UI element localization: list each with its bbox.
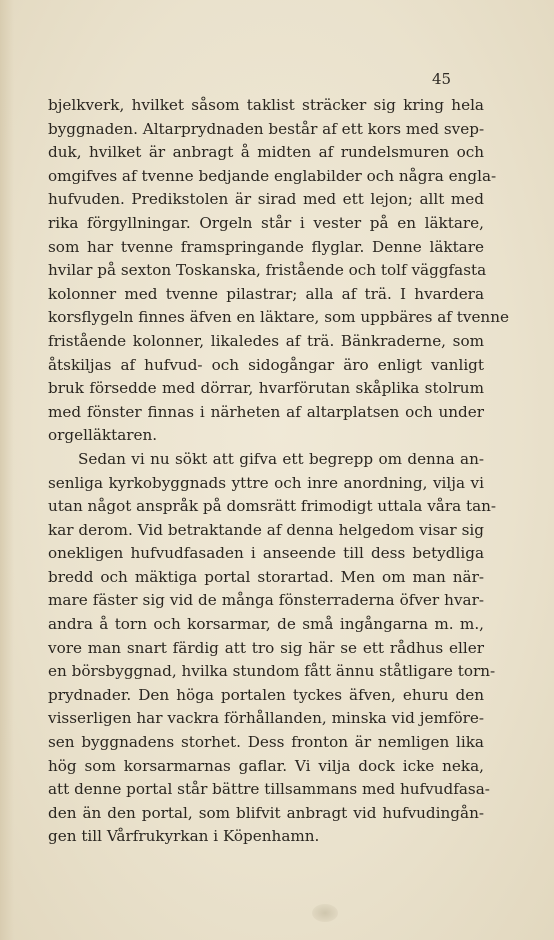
text-line: mare fäster sig vid de många fönsterraderna öfver hvar- (48, 591, 484, 610)
text-line: som har tvenne framspringande flyglar. Denne läktare (48, 237, 484, 256)
text-line: bjelkverk, hvilket såsom taklist sträcker sig kring hela (48, 96, 484, 114)
text-line: bredd och mäktiga portal storartad. Men om man när- (48, 567, 484, 586)
text-line: åtskiljas af hufvud- och sidogångar äro enligt vanligt (48, 355, 484, 374)
text-line: rika förgyllningar. Orgeln står i vester på en läktare, (48, 213, 484, 232)
text-line: senliga kyrkobyggnads yttre och inre anordning, vilja vi (48, 473, 484, 492)
text-line: byggnaden. Altarprydnaden består af ett kors med svep- (48, 119, 485, 138)
page-gutter-shadow (0, 0, 14, 940)
text-line: kolonner med tvenne pilastrar; alla af trä. I hvardera (48, 284, 484, 303)
text-line: kar derom. Vid betraktande af denna helgedom visar sig (48, 520, 484, 539)
text-line: onekligen hufvudfasaden i anseende till dess betydliga (48, 544, 484, 563)
paper-stain (312, 904, 338, 922)
text-line: hvilar på sexton Toskanska, fristående och tolf väggfasta (48, 261, 487, 280)
text-line: prydnader. Den höga portalen tyckes äfven, ehuru den (48, 685, 484, 704)
text-line: hufvuden. Predikstolen är sirad med ett lejon; allt med (48, 190, 484, 209)
text-line: omgifves af tvenne bedjande englabilder och några engla- (48, 166, 497, 185)
text-line-paragraph-start: Sedan vi nu sökt att gifva ett begrepp om denna an- (78, 449, 484, 468)
text-line: utan något anspråk på domsrätt frimodigt uttala våra tan- (48, 497, 497, 516)
text-line: duk, hvilket är anbragt å midten af rundelsmuren och (48, 143, 484, 162)
text-line: visserligen har vackra förhållanden, minska vid jemföre- (48, 709, 484, 728)
body-text (48, 94, 509, 849)
text-line: att denne portal står bättre tillsammans med hufvudfasa- (48, 780, 490, 799)
text-line: vore man snart färdig att tro sig här se ett rådhus eller (48, 638, 484, 657)
text-line-paragraph-end: gen till Vårfrukyrkan i Köpenhamn. (48, 827, 320, 846)
text-line: med fönster finnas i närheten af altarplatsen och under (48, 402, 484, 421)
text-line: sen byggnadens storhet. Dess fronton är nemligen lika (48, 733, 484, 752)
text-line: hög som korsarmarnas gaflar. Vi vilja dock icke neka, (48, 756, 484, 775)
text-line: en börsbyggnad, hvilka stundom fått ännu ståtligare torn- (48, 662, 496, 681)
text-line: den än den portal, som blifvit anbragt vid hufvudingån- (48, 803, 484, 822)
text-line: andra å torn och korsarmar, de små ingångarna m. m., (48, 615, 484, 634)
text-line: korsflygeln finnes äfven en läktare, som uppbäres af tvenne (48, 308, 509, 327)
page-number: 45 (432, 70, 452, 88)
text-line: bruk försedde med dörrar, hvarförutan skåplika stolrum (48, 379, 484, 398)
text-line: fristående kolonner, likaledes af trä. Bänkraderne, som (48, 331, 484, 350)
text-line-paragraph-end: orgelläktaren. (48, 426, 158, 445)
